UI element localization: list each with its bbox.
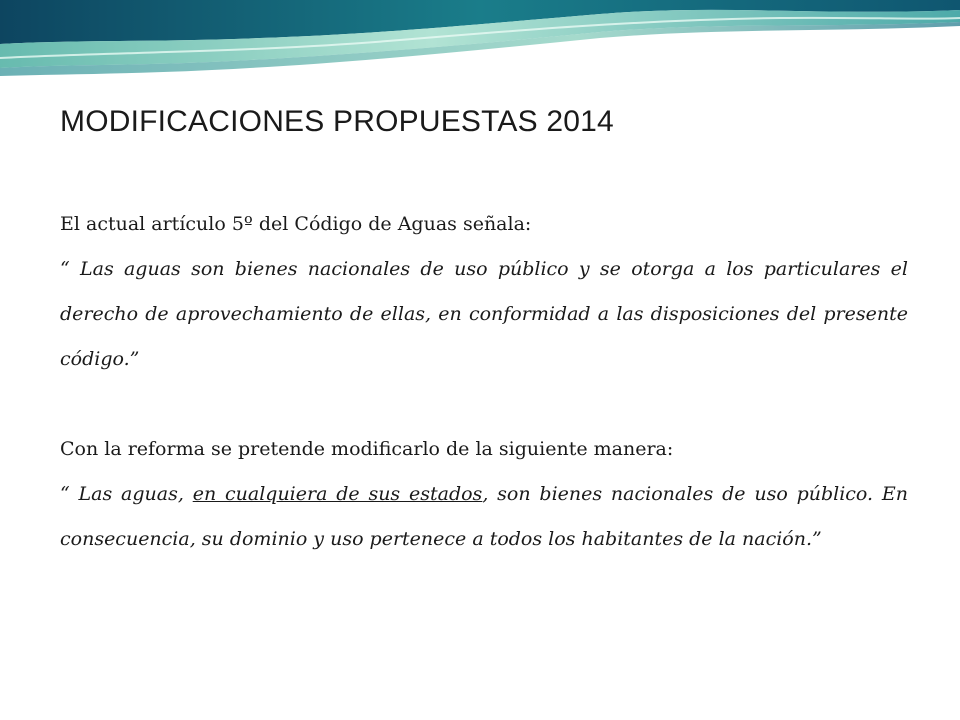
current-article-quote: “ Las aguas son bienes nacionales de uso público y se otorga a los particulares el derecho de aprovechamiento de ellas, en conformidad a las disposiciones del presente código.” xyxy=(60,258,908,370)
reform-quote-end: , son bienes nacionales de uso público. En consecuencia, su dominio y uso pertenece a todos los habitantes de la nación.” xyxy=(60,483,908,550)
intro-reform: Con la reforma se pretende modificarlo de la siguiente manera: xyxy=(60,438,674,460)
reform-quote-start: “ Las aguas, xyxy=(60,483,193,505)
intro-current-article: El actual artículo 5º del Código de Aguas señala: xyxy=(60,213,532,235)
header-wave-banner xyxy=(0,0,960,80)
slide-title: MODIFICACIONES PROPUESTAS 2014 xyxy=(60,105,614,138)
reform-article-quote xyxy=(60,472,908,562)
slide-body xyxy=(60,202,908,562)
reform-quote-underlined: en cualquiera de sus estados xyxy=(192,483,483,505)
paragraph-spacer xyxy=(60,382,908,427)
